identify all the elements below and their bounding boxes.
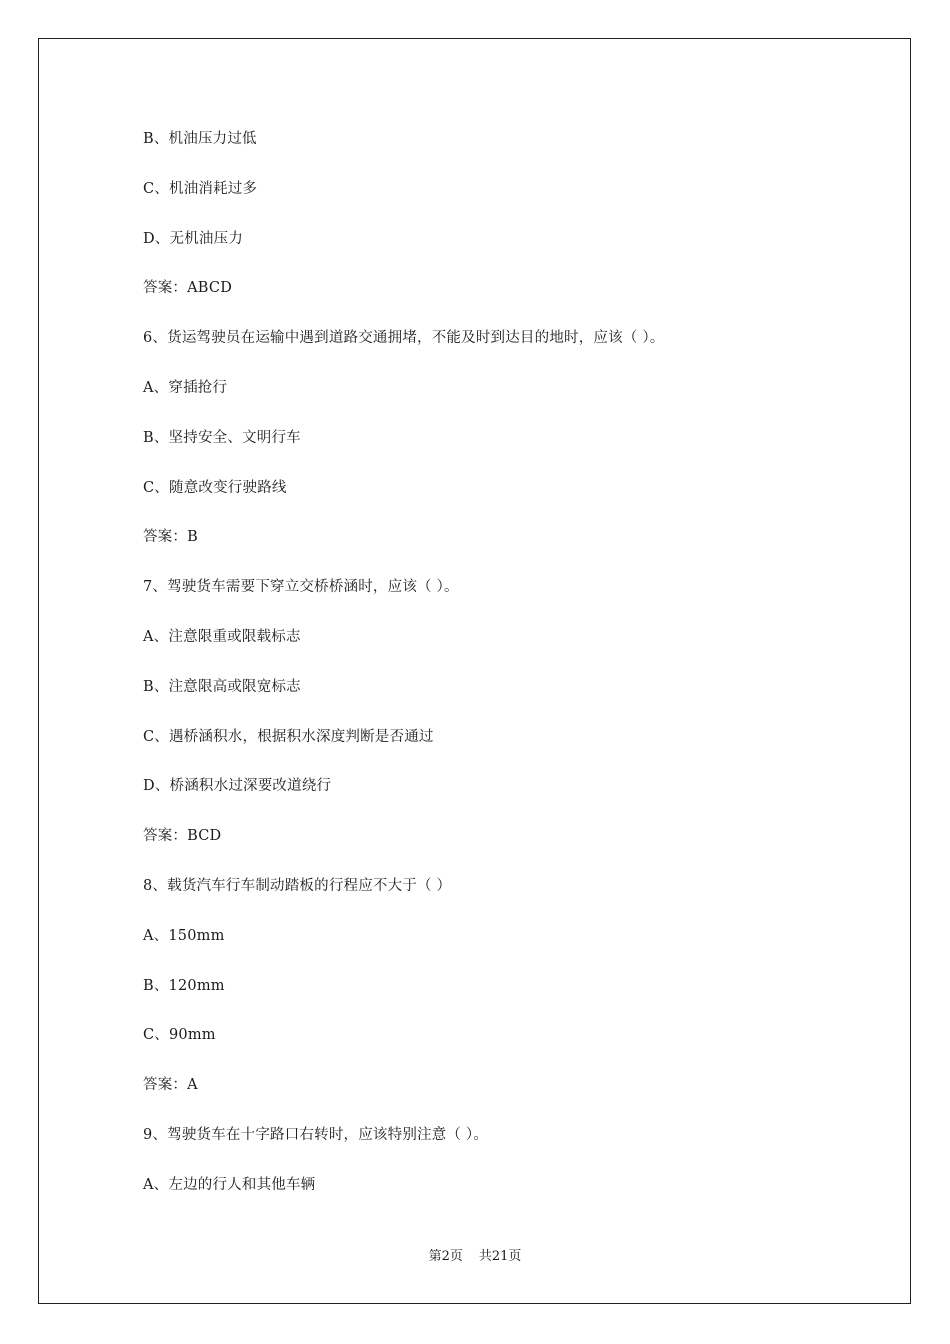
option-line: C、遇桥涵积水，根据积水深度判断是否通过 — [143, 728, 434, 745]
question-line: 6、货运驾驶员在运输中遇到道路交通拥堵，不能及时到达目的地时，应该（ ）。 — [143, 330, 665, 347]
question-line: 7、驾驶货车需要下穿立交桥桥涵时，应该（ ）。 — [143, 579, 459, 596]
option-line: A、穿插抢行 — [143, 379, 228, 396]
page-footer — [0, 1247, 950, 1267]
option-line: C、随意改变行驶路线 — [143, 479, 287, 496]
answer-line: 答案：A — [143, 1077, 198, 1094]
option-line: A、150mm — [143, 927, 225, 944]
answer-line: 答案：B — [143, 529, 198, 546]
page-total: 共21页 — [478, 1249, 522, 1264]
option-line: D、无机油压力 — [143, 230, 244, 247]
option-line: A、注意限重或限载标志 — [143, 628, 301, 645]
question-line: 8、载货汽车行车制动踏板的行程应不大于（ ） — [143, 877, 452, 894]
option-line: D、桥涵积水过深要改道绕行 — [143, 778, 332, 795]
option-line: A、左边的行人和其他车辆 — [143, 1176, 316, 1193]
option-line: B、注意限高或限宽标志 — [143, 678, 301, 695]
answer-line: 答案：BCD — [143, 828, 222, 845]
option-line: B、机油压力过低 — [143, 131, 257, 147]
option-line: C、90mm — [143, 1027, 216, 1044]
page-number: 第2页 — [428, 1249, 463, 1264]
option-line: B、120mm — [143, 977, 225, 994]
option-line: C、机油消耗过多 — [143, 180, 258, 197]
question-line: 9、驾驶货车在十字路口右转时，应该特别注意（ ）。 — [143, 1126, 489, 1143]
option-line: B、坚持安全、文明行车 — [143, 429, 301, 446]
answer-line: 答案：ABCD — [143, 280, 233, 297]
document-body — [143, 127, 843, 1223]
